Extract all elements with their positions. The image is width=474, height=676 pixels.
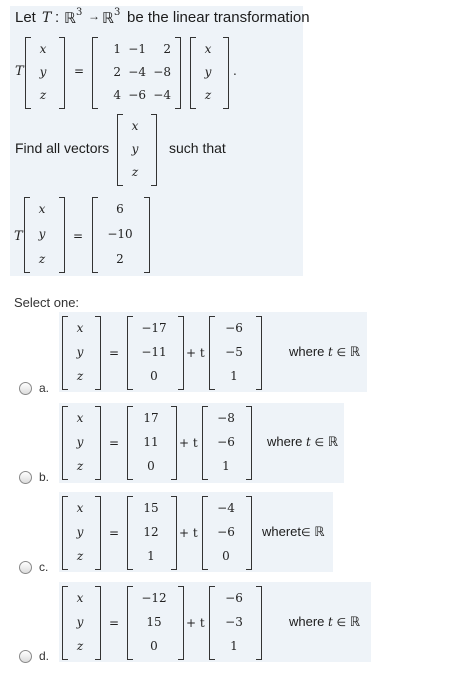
vec-z: z (76, 369, 84, 383)
codomain-exponent: 3 (114, 7, 121, 18)
vector-entry: 0 (147, 459, 155, 473)
option-a-p-right-bracket (178, 316, 184, 390)
vec-x: x (76, 411, 84, 425)
vec-x: x (39, 41, 47, 56)
vec-x: x (76, 321, 84, 335)
eq2-equals: = (73, 229, 84, 243)
option-d-p-left-bracket (127, 586, 133, 660)
vec-x: x (38, 202, 46, 217)
vector-entry: 1 (222, 459, 230, 473)
element-of-icon: ∈ (301, 527, 311, 539)
matrix-cell: −1 (128, 41, 146, 56)
find-text: Find all vectors (15, 140, 110, 156)
vector-entry: 17 (143, 411, 159, 425)
colon: : (55, 9, 60, 26)
option-b-d-left-bracket (202, 406, 208, 480)
matrix-cell: −6 (128, 88, 146, 103)
param-t: t (328, 345, 333, 359)
option-d-p-right-bracket (178, 586, 184, 660)
option-c-p-right-bracket (171, 496, 177, 570)
matrix-right-bracket (175, 37, 181, 109)
option-c-plus-t: + t (179, 526, 198, 540)
matrix-row (99, 88, 171, 102)
domain-exponent: 3 (76, 7, 83, 18)
element-of-icon: ∈ (314, 437, 325, 449)
option-d-equals: = (109, 616, 120, 630)
arrow-icon: → (88, 9, 100, 23)
option-b-particular-vector (134, 406, 168, 478)
option-d-plus-t: + t (186, 616, 205, 630)
option-b-d-right-bracket (246, 406, 252, 480)
where-word: where (267, 434, 303, 449)
vec-y: y (76, 345, 84, 359)
option-a-radio[interactable] (19, 382, 32, 395)
option-c-lhs-vector (69, 496, 91, 568)
eq1-rhs-vector (197, 37, 219, 107)
intro-suffix: be the linear transformation (127, 9, 310, 26)
eq1-vec-left-bracket (25, 37, 31, 109)
vector-entry: 1 (230, 369, 238, 383)
vec-y: y (76, 615, 84, 629)
option-b-lhs-left-bracket (62, 406, 68, 480)
vec-z: z (39, 88, 47, 103)
vector-entry: −6 (217, 435, 235, 449)
option-c-where (262, 524, 325, 540)
option-d-direction-vector (216, 586, 252, 658)
param-t: t (297, 524, 302, 539)
option-a-lhs-left-bracket (62, 316, 68, 390)
option-b-lhs-right-bracket (95, 406, 101, 480)
vec-z: z (76, 459, 84, 473)
reals-symbol: ℝ (314, 524, 325, 539)
matrix-cell: −4 (128, 64, 146, 79)
vector-entry: −6 (225, 591, 243, 605)
where-word: where (262, 524, 298, 539)
matrix-A (99, 37, 171, 107)
vec-y: y (76, 525, 84, 539)
vector-entry: 0 (150, 369, 158, 383)
reals-symbol: ℝ (327, 434, 339, 449)
option-d-radio[interactable] (19, 650, 32, 663)
eq1-period: . (233, 64, 237, 78)
reals-symbol: ℝ (349, 614, 361, 629)
option-a-where (289, 344, 360, 360)
option-a-lhs-right-bracket (95, 316, 101, 390)
matrix-cell: 2 (113, 64, 121, 79)
eq1-equals: = (74, 64, 85, 78)
element-of-icon: ∈ (336, 617, 347, 629)
option-d-label: d. (39, 649, 50, 663)
vector-entry: 0 (222, 549, 230, 563)
vec-y: y (76, 435, 84, 449)
eq1-rhs-vec-left-bracket (190, 37, 196, 109)
option-d-d-left-bracket (209, 586, 215, 660)
vec-z: z (76, 549, 84, 563)
option-c-radio[interactable] (19, 561, 32, 574)
option-c-label: c. (39, 560, 49, 574)
domain-R: ℝ (64, 10, 76, 27)
vec-y: y (39, 64, 47, 79)
option-c-p-left-bracket (127, 496, 133, 570)
option-d-lhs-right-bracket (95, 586, 101, 660)
rhs-left-bracket (92, 197, 98, 273)
rhs-vector (99, 197, 141, 271)
codomain-R: ℝ (102, 10, 114, 27)
vector-entry: −5 (225, 345, 243, 359)
vec-z: z (38, 251, 46, 266)
vector-entry: −8 (217, 411, 235, 425)
transformation-name: T (42, 10, 52, 26)
option-b-p-left-bracket (127, 406, 133, 480)
where-word: where (289, 614, 325, 629)
vector-entry: −17 (141, 321, 167, 335)
matrix-cell: 1 (113, 41, 121, 56)
vec-y: y (38, 226, 46, 241)
eq2-vec-right-bracket (59, 197, 65, 273)
matrix-cell: 2 (163, 41, 171, 56)
matrix-cell: 4 (113, 88, 121, 103)
vec-x: x (76, 591, 84, 605)
rhs-value: 6 (116, 202, 124, 217)
param-t: t (306, 435, 311, 449)
option-d-lhs-left-bracket (62, 586, 68, 660)
vector-entry: 15 (143, 501, 159, 515)
eq1-input-vector (32, 37, 54, 107)
vector-entry: −3 (225, 615, 243, 629)
option-c-d-right-bracket (246, 496, 252, 570)
vector-entry: 1 (230, 639, 238, 653)
select-one-label: Select one: (14, 295, 80, 310)
element-of-icon: ∈ (336, 347, 347, 359)
vec-x: x (131, 118, 139, 133)
option-c-particular-vector (134, 496, 168, 568)
rhs-right-bracket (144, 197, 150, 273)
vec-y: y (131, 141, 139, 156)
rhs-value: 2 (116, 251, 124, 266)
eq2-input-vector (31, 197, 53, 271)
option-d-lhs-vector (69, 586, 91, 658)
eq2-T: T (14, 229, 23, 244)
find-vec-left-bracket (117, 114, 123, 186)
matrix-cell: −4 (153, 88, 171, 103)
where-word: where (289, 344, 325, 359)
vec-z: z (204, 88, 212, 103)
vec-x: x (76, 501, 84, 515)
find-vec-right-bracket (151, 114, 157, 186)
option-a-direction-vector (216, 316, 252, 388)
option-b-radio[interactable] (19, 471, 32, 484)
vector-entry: 12 (143, 525, 159, 539)
intro-prefix: Let (15, 9, 36, 26)
find-vector (124, 114, 146, 184)
option-b-p-right-bracket (171, 406, 177, 480)
matrix-row (99, 42, 171, 56)
vector-entry: −11 (141, 345, 167, 359)
vector-entry: −12 (141, 591, 167, 605)
eq2-vec-left-bracket (24, 197, 30, 273)
option-b-equals: = (109, 436, 120, 450)
vector-entry: −6 (225, 321, 243, 335)
eq1-rhs-vec-right-bracket (223, 37, 229, 109)
option-c-lhs-left-bracket (62, 496, 68, 570)
option-b-plus-t: + t (179, 436, 198, 450)
option-a-d-right-bracket (256, 316, 262, 390)
option-a-d-left-bracket (209, 316, 215, 390)
option-a-particular-vector (134, 316, 174, 388)
option-d-particular-vector (134, 586, 174, 658)
option-a-lhs-vector (69, 316, 91, 388)
vector-entry: 11 (143, 435, 159, 449)
vector-entry: 0 (150, 639, 158, 653)
matrix-left-bracket (92, 37, 98, 109)
matrix-cell: −8 (153, 64, 171, 79)
option-b-direction-vector (209, 406, 243, 478)
param-t: t (328, 615, 333, 629)
vec-x: x (204, 41, 212, 56)
vector-entry: −6 (217, 525, 235, 539)
rhs-value: −10 (107, 226, 133, 241)
option-a-equals: = (109, 346, 120, 360)
vector-entry: −4 (217, 501, 235, 515)
vector-entry: 1 (147, 549, 155, 563)
option-b-label: b. (39, 470, 50, 484)
option-a-plus-t: + t (186, 346, 205, 360)
option-a-label: a. (39, 381, 50, 395)
such-that-text: such that (169, 140, 226, 156)
option-b-where (267, 434, 338, 450)
vector-entry: 15 (146, 615, 162, 629)
option-a-p-left-bracket (127, 316, 133, 390)
option-c-direction-vector (209, 496, 243, 568)
vec-z: z (131, 165, 139, 180)
eq1-vec-right-bracket (59, 37, 65, 109)
option-d-d-right-bracket (256, 586, 262, 660)
matrix-row (99, 65, 171, 79)
option-b-lhs-vector (69, 406, 91, 478)
option-c-d-left-bracket (202, 496, 208, 570)
reals-symbol: ℝ (349, 344, 361, 359)
option-c-equals: = (109, 526, 120, 540)
option-d-where (289, 614, 360, 630)
vec-z: z (76, 639, 84, 653)
eq1-T: T (15, 64, 24, 79)
option-c-lhs-right-bracket (95, 496, 101, 570)
vec-y: y (204, 64, 212, 79)
